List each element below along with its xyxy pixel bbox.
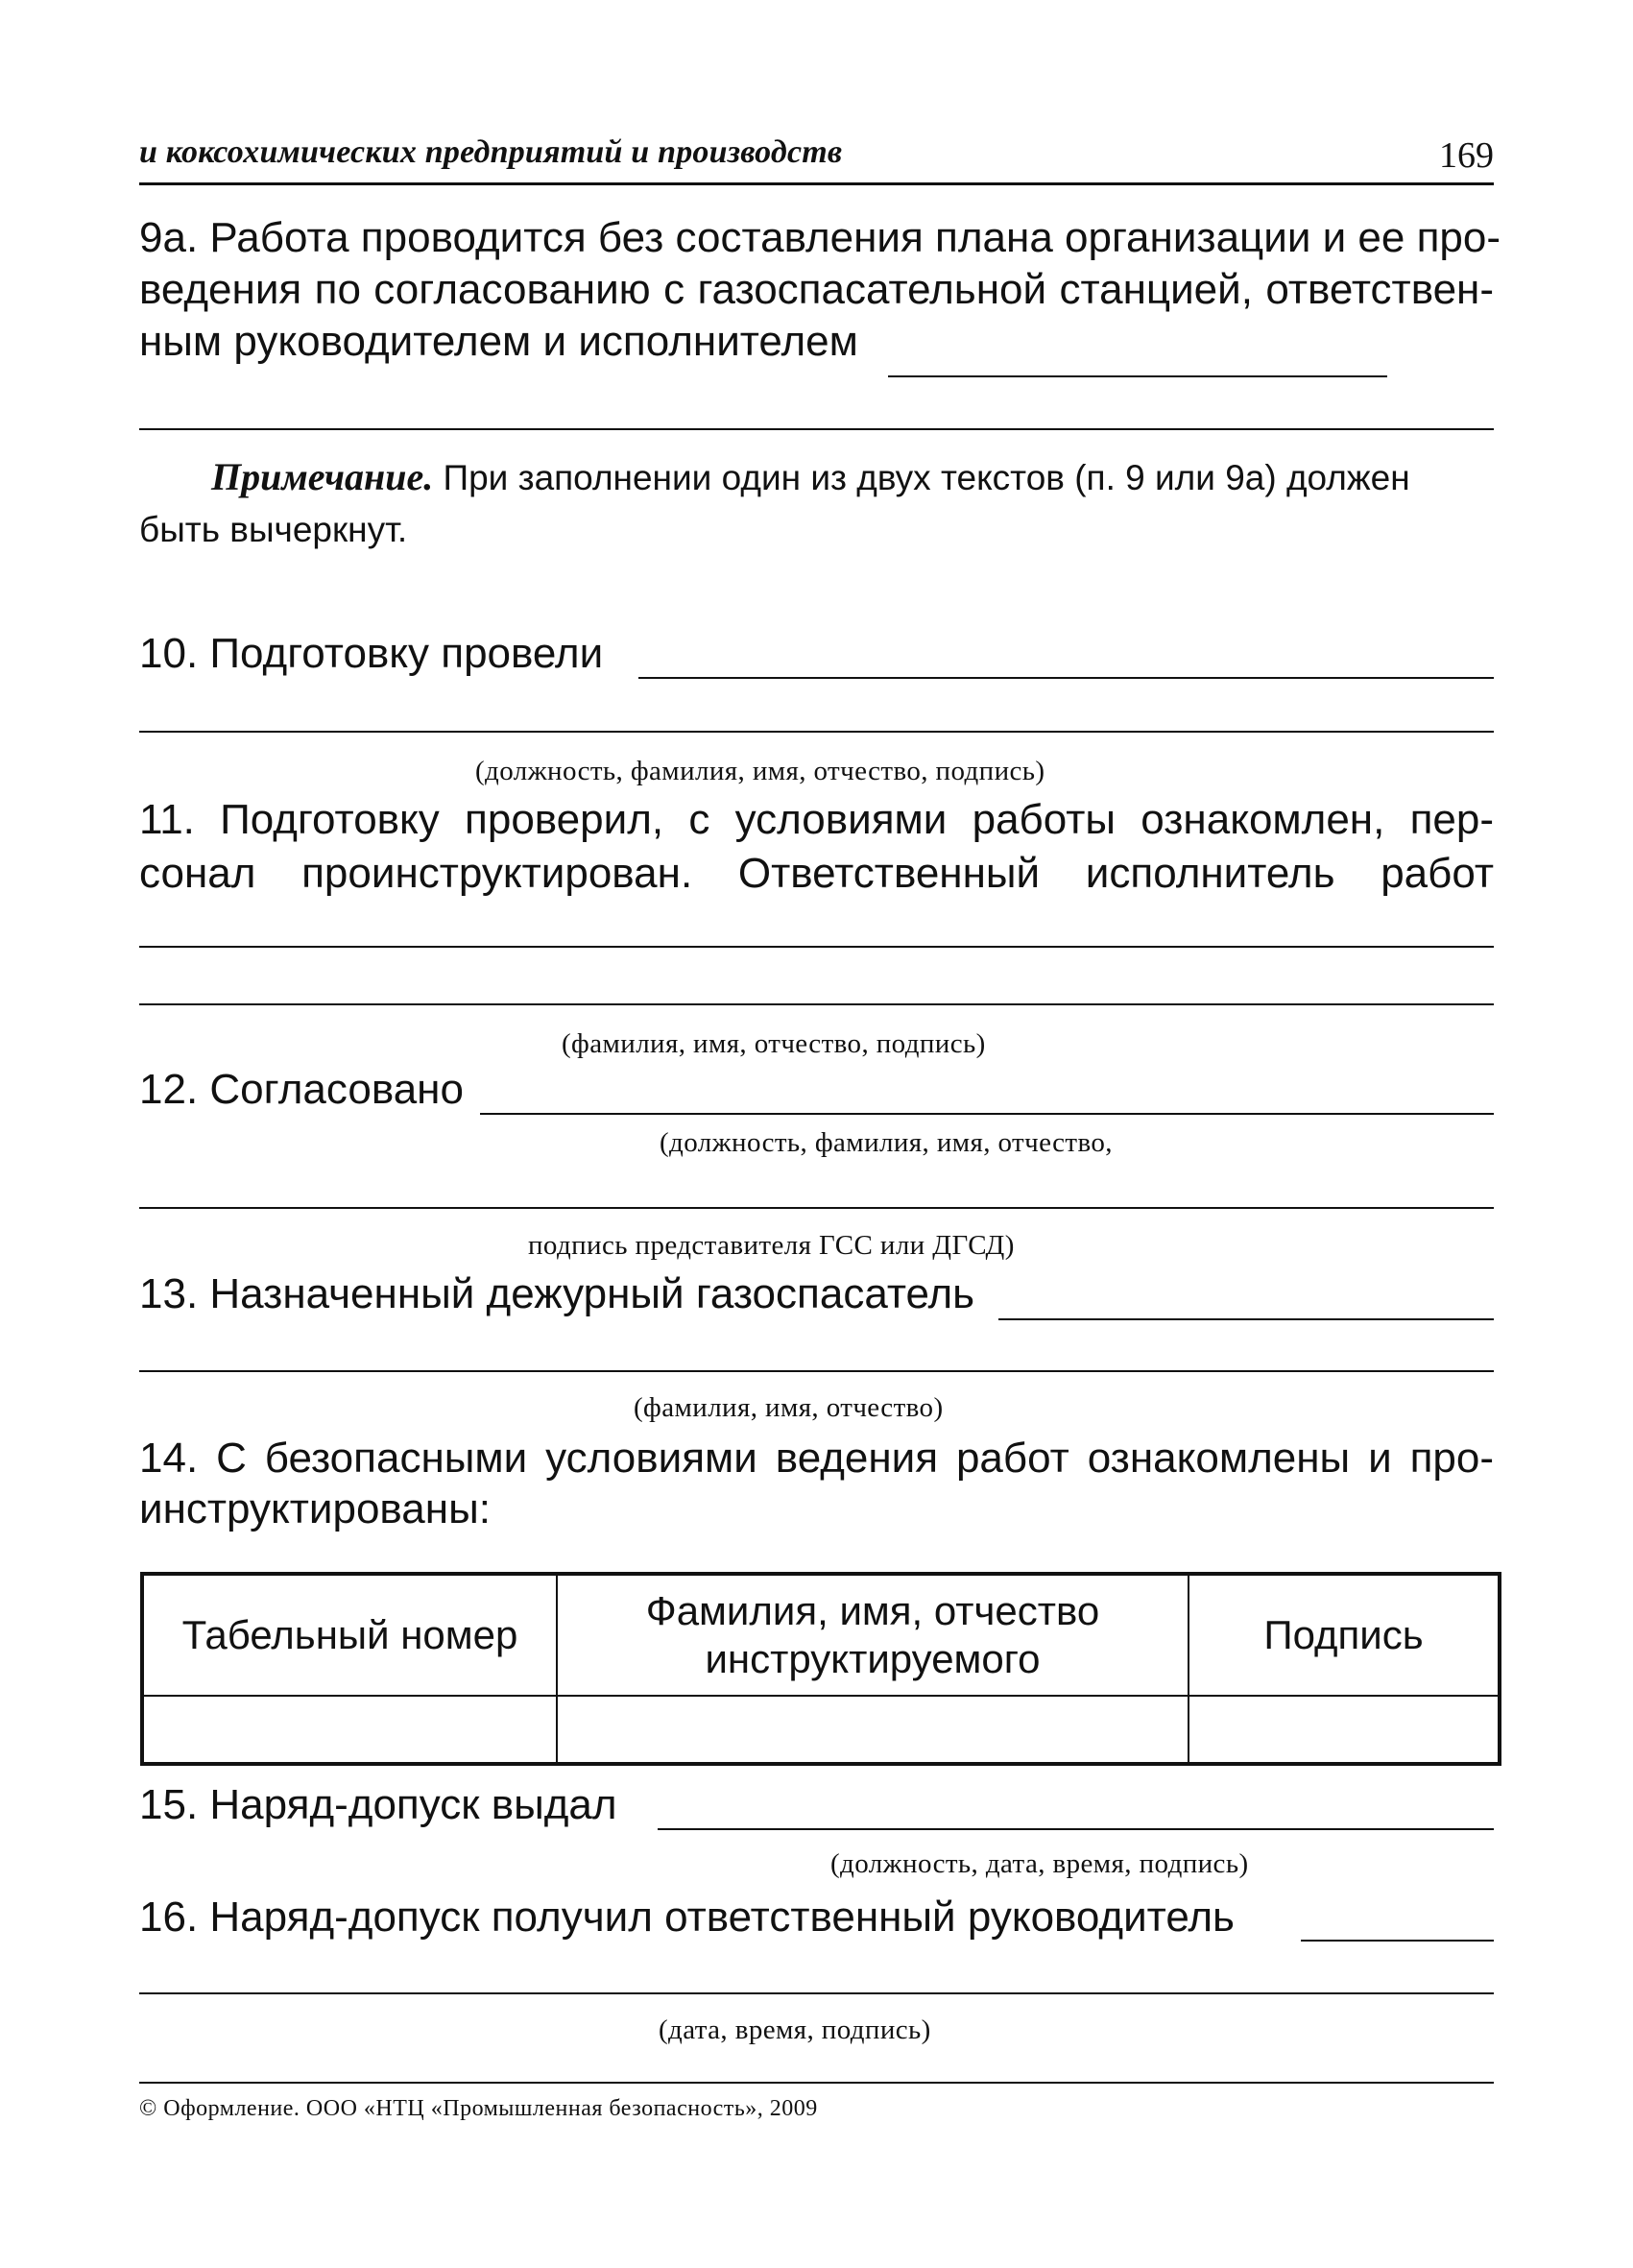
note bbox=[139, 451, 1494, 556]
item-11 bbox=[139, 795, 1494, 898]
item-11-fill-line-2[interactable] bbox=[139, 1003, 1494, 1005]
footer-copyright: © Оформление. ООО «НТЦ «Промышленная безопасность», 2009 bbox=[139, 2096, 818, 2121]
table-header-full-name bbox=[557, 1574, 1189, 1696]
table-cell-tab-number[interactable] bbox=[142, 1696, 557, 1764]
item-12-caption-1: (должность, фамилия, имя, отчество, bbox=[660, 1127, 1113, 1158]
item-15-caption: (должность, дата, время, подпись) bbox=[830, 1848, 1249, 1879]
running-title: и коксохимических предприятий и производств bbox=[139, 134, 843, 170]
item-9a-line-2: ведения по согласованию с газоспасательной станцией, ответствен- bbox=[139, 266, 1494, 313]
item-12-label: 12. Согласовано bbox=[139, 1066, 464, 1113]
item-12-caption-2: подпись представителя ГСС или ДГСД) bbox=[528, 1230, 1015, 1261]
item-9a-line-3: ным руководителем и исполнителем bbox=[139, 318, 858, 365]
item-9a-fill-line-2[interactable] bbox=[139, 428, 1494, 430]
item-12-fill-line[interactable] bbox=[480, 1113, 1494, 1115]
footer-rule bbox=[139, 2082, 1494, 2084]
item-16-label: 16. Наряд-допуск получил ответственный руководитель bbox=[139, 1894, 1235, 1941]
item-14-line-1: 14. С безопасными условиями ведения работ ознакомлены и про- bbox=[139, 1435, 1494, 1482]
table-header-full-name-line-2: инструктируемого bbox=[705, 1636, 1041, 1681]
item-11-line-1: 11. Подготовку проверил, с условиями работы ознакомлен, пер- bbox=[139, 796, 1494, 843]
item-15-fill-line[interactable] bbox=[658, 1828, 1494, 1830]
item-13-fill-line-2[interactable] bbox=[139, 1370, 1494, 1372]
item-10-label: 10. Подготовку провели bbox=[139, 630, 604, 677]
table-row bbox=[142, 1696, 1500, 1764]
note-text-line-1: При заполнении один из двух текстов (п. 9 или 9а) должен bbox=[443, 458, 1410, 497]
item-9a-fill-line[interactable] bbox=[888, 375, 1387, 377]
instructed-personnel-table bbox=[140, 1572, 1501, 1766]
item-10-caption: (должность, фамилия, имя, отчество, подпись) bbox=[475, 756, 1045, 786]
table-cell-full-name[interactable] bbox=[557, 1696, 1189, 1764]
header-rule bbox=[139, 182, 1494, 185]
item-13-fill-line[interactable] bbox=[998, 1318, 1494, 1320]
item-9a-line-1: 9а. Работа проводится без составления плана организации и ее про- bbox=[139, 214, 1501, 261]
note-text-line-2: быть вычеркнут. bbox=[139, 510, 408, 549]
item-9a bbox=[139, 213, 1501, 366]
item-13-caption: (фамилия, имя, отчество) bbox=[634, 1392, 944, 1423]
item-11-caption: (фамилия, имя, отчество, подпись) bbox=[562, 1028, 986, 1059]
table-header-tab-number: Табельный номер bbox=[142, 1574, 557, 1696]
page-number: 169 bbox=[1439, 135, 1494, 176]
item-13-label: 13. Назначенный дежурный газоспасатель bbox=[139, 1270, 975, 1317]
item-10-fill-line[interactable] bbox=[638, 677, 1494, 679]
item-15-label: 15. Наряд-допуск выдал bbox=[139, 1781, 617, 1828]
item-14 bbox=[139, 1434, 1494, 1533]
item-12-fill-line-2[interactable] bbox=[139, 1207, 1494, 1209]
item-10-fill-line-2[interactable] bbox=[139, 731, 1494, 733]
table-header-full-name-line-1: Фамилия, имя, отчество bbox=[645, 1588, 1100, 1633]
item-16-caption: (дата, время, подпись) bbox=[659, 2015, 931, 2045]
table-cell-signature[interactable] bbox=[1189, 1696, 1500, 1764]
table-header-row bbox=[142, 1574, 1500, 1696]
note-label: Примечание. bbox=[211, 455, 434, 498]
item-16-fill-line[interactable] bbox=[1301, 1940, 1494, 1942]
table-header-signature: Подпись bbox=[1189, 1574, 1500, 1696]
item-14-line-2: инструктированы: bbox=[139, 1485, 491, 1532]
item-11-fill-line-1[interactable] bbox=[139, 946, 1494, 948]
item-16-fill-line-2[interactable] bbox=[139, 1992, 1494, 1994]
item-11-line-2: сонал проинструктирован. Ответственный исполнитель работ bbox=[139, 850, 1494, 897]
